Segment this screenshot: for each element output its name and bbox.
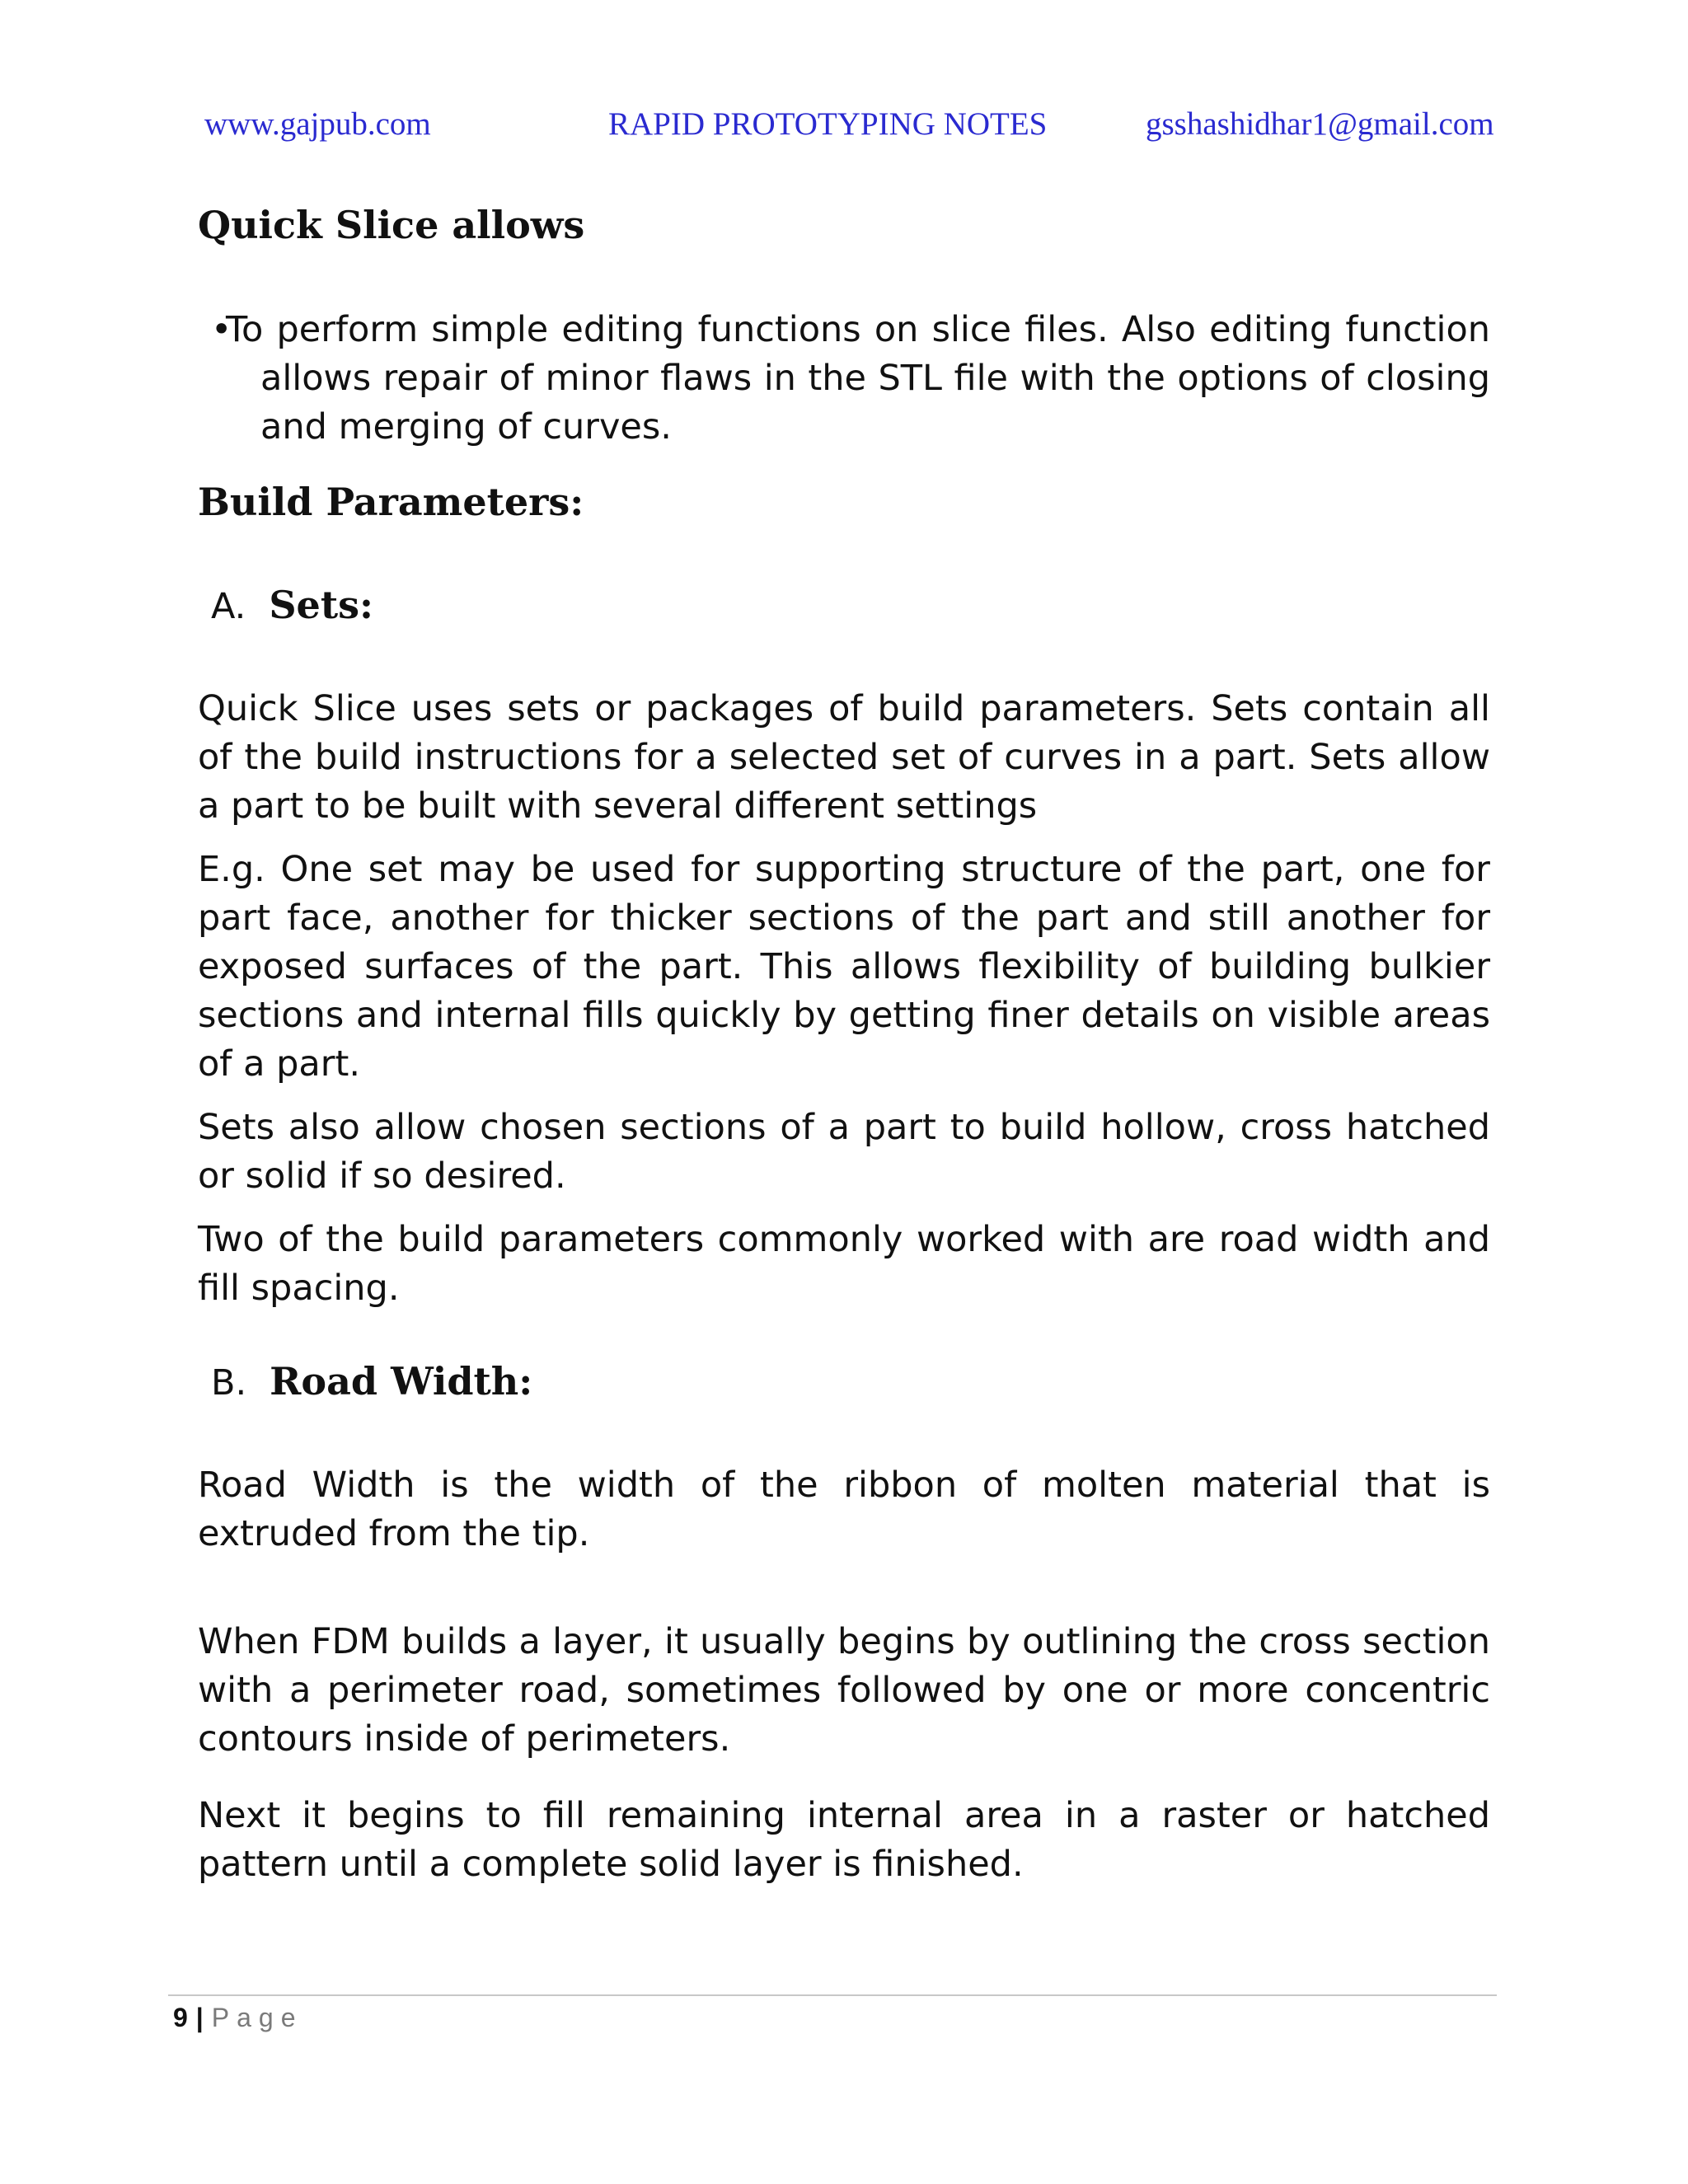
sets-letter: A.: [211, 586, 246, 628]
road-width-paragraph-1: Road Width is the width of the ribbon of molten material that is extruded from the tip.: [198, 1465, 1490, 1555]
page-body: [198, 188, 1490, 1889]
page-footer: [173, 2003, 302, 2033]
sets-paragraph-2: E.g. One set may be used for supporting structure of the part, one for part face, another for thicker sections of the part and still another for exposed surfaces of the part. This allows flexibility of building bulkier sections and internal fills quickly by getting finer details on visible areas of a part.: [198, 849, 1490, 1085]
bullet-text: To perform simple editing functions on slice files. Also editing function allows repair of minor flaws in the STL file with the options of closing and merging of curves.: [226, 309, 1490, 448]
page-label: Page: [211, 2003, 303, 2032]
road-width-title: Road Width:: [270, 1359, 533, 1404]
road-width-letter: B.: [211, 1362, 247, 1404]
bullet-item: [198, 306, 1490, 452]
sets-subheading: [211, 583, 1490, 627]
footer-separator: |: [195, 2003, 204, 2032]
sets-paragraph-4: Two of the build parameters commonly worked with are road width and fill spacing.: [198, 1219, 1490, 1310]
build-parameters-heading: Build Parameters:: [198, 480, 584, 525]
page-number: 9: [173, 2003, 188, 2032]
road-width-paragraph-3: Next it begins to fill remaining internal area in a raster or hatched pattern until a complete solid layer is finished.: [198, 1795, 1490, 1886]
footer-divider: [168, 1994, 1497, 1996]
quick-slice-heading: Quick Slice allows: [198, 203, 585, 247]
sets-paragraph-1: Quick Slice uses sets or packages of build parameters. Sets contain all of the build instructions for a selected set of curves in a part. Sets allow a part to be built with several different settings: [198, 688, 1490, 827]
road-width-paragraph-2: When FDM builds a layer, it usually begins by outlining the cross section with a perimeter road, sometimes followed by one or more concentric contours inside of perimeters.: [198, 1621, 1490, 1760]
header-email: gsshashidhar1@gmail.com: [1146, 106, 1494, 142]
header-title: RAPID PROTOTYPING NOTES: [608, 106, 1048, 142]
road-width-subheading: [211, 1359, 1490, 1404]
sets-title: Sets:: [269, 583, 373, 628]
bullet-icon: •: [211, 309, 232, 351]
sets-paragraph-3: Sets also allow chosen sections of a part to build hollow, cross hatched or solid if so desired.: [198, 1107, 1490, 1197]
header-website: www.gajpub.com: [204, 106, 431, 142]
